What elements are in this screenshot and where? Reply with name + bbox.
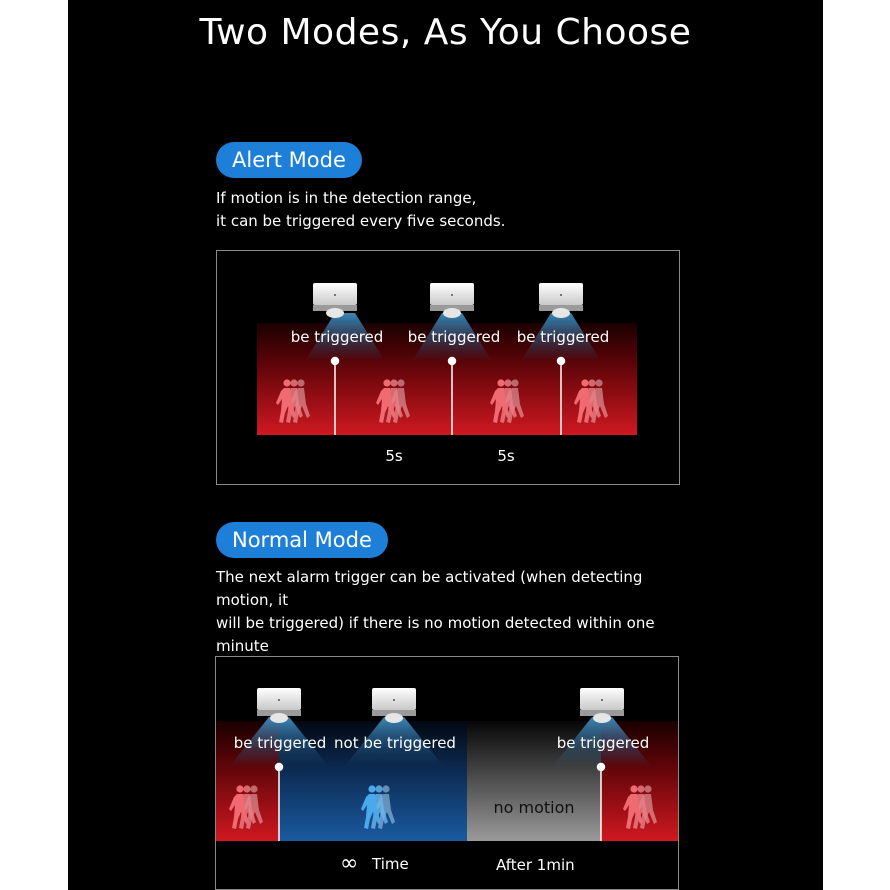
alert-label-1: be triggered xyxy=(290,328,384,346)
alert-mode-description xyxy=(216,187,686,233)
motion-sensor-icon xyxy=(430,283,474,318)
alert-diagram-graphic xyxy=(217,251,680,485)
alert-interval-2: 5s xyxy=(497,447,515,465)
normal-label-1: be triggered xyxy=(233,734,327,752)
alert-mode-diagram xyxy=(216,250,680,485)
page-title: Two Modes, As You Choose xyxy=(199,12,692,53)
alert-desc-line-1: If motion is in the detection range, xyxy=(216,189,477,207)
page xyxy=(68,0,823,890)
motion-sensor-icon xyxy=(313,283,357,318)
motion-sensor-icon xyxy=(372,688,416,723)
alert-label-3: be triggered xyxy=(516,328,610,346)
motion-sensor-icon xyxy=(539,283,583,318)
motion-sensor-icon xyxy=(257,688,301,723)
infinity-icon: ∞ xyxy=(340,851,359,876)
after-1min-label: After 1min xyxy=(496,856,575,874)
normal-mode-pill: Normal Mode xyxy=(216,522,388,558)
alert-label-2: be triggered xyxy=(407,328,501,346)
normal-mode-diagram xyxy=(215,656,679,890)
normal-diagram-graphic xyxy=(216,657,679,890)
alert-desc-line-2: it can be triggered every five seconds. xyxy=(216,212,506,230)
motion-sensor-icon xyxy=(580,688,624,723)
normal-desc-line-2: will be triggered) if there is no motion detected within one minute xyxy=(216,614,655,655)
alert-interval-1: 5s xyxy=(385,447,403,465)
normal-desc-line-1: The next alarm trigger can be activated (when detecting motion, it xyxy=(216,568,643,609)
time-label: Time xyxy=(372,855,409,873)
normal-label-2: not be triggered xyxy=(334,734,456,752)
normal-label-3: be triggered xyxy=(556,734,650,752)
no-motion-label: no motion xyxy=(493,798,575,817)
alert-mode-pill: Alert Mode xyxy=(216,142,362,178)
